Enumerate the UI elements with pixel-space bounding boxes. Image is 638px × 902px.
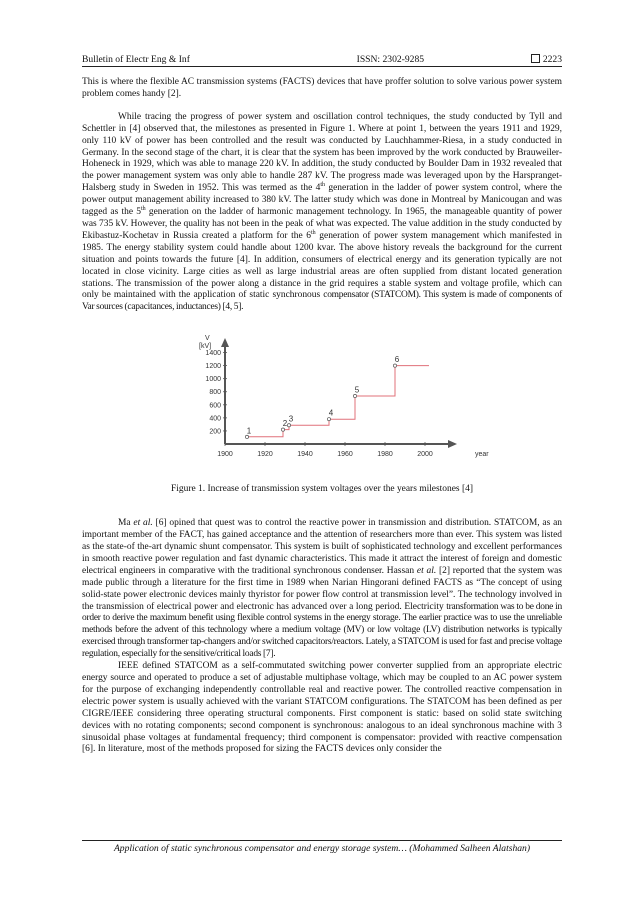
p2-text-c: generation on the ladder of harmonic management technology. In 1965, the manageable quantity of power was 735 kV. However, the quality has not been in the peak of what was expected. The value addition in the study conducted by Ekibastuz-Kochetav in Russia created a platform for the 6 [82, 207, 562, 241]
p2-text-e: compensator (STATCOM). This system is made of components of Var sources (capacitances, inductances) [4, 5]. [82, 290, 562, 313]
p3-author: Ma [118, 518, 131, 529]
voltage-step-line [247, 366, 429, 437]
y-axis-label-unit-v: V [205, 335, 210, 343]
figure-1 [82, 332, 562, 470]
x-tick-label: 1960 [337, 451, 353, 459]
page-number: 2223 [542, 54, 562, 65]
milestone-label: 6 [394, 355, 400, 365]
y-tick-label: 800 [209, 389, 221, 397]
x-axis-arrow-icon [448, 440, 457, 448]
milestone-point [245, 435, 248, 438]
y-tick-label: 1200 [205, 363, 221, 371]
issn: ISSN: 2302-9285 [356, 54, 425, 65]
paragraph-2 [82, 112, 562, 314]
milestone-point [281, 428, 284, 431]
p4-text: The controlled reactive compensation in electric power system is usually achieved with the variant STATCOM configurations. The STATCOM has been defined as per CIGRE/IEEE considering three operating structural components. First component is static: based on solid state switching devices with no rotating components; second component is synchronous: analogous to an ideal synchronous machine with 3 sinusoidal phase voltages at fundamental frequency; third component is compensator: provided with reactive compensation [6]. In literature, most of the methods proposed for sizing the FACTS devices only consider the [82, 684, 562, 755]
page [82, 54, 562, 756]
p3-etal: et al. [133, 518, 153, 529]
milestone-point [287, 424, 290, 427]
milestone-label: 4 [328, 408, 334, 418]
y-tick-label: 600 [209, 402, 221, 410]
square-bullet-icon [531, 54, 540, 63]
x-axis-label: year [475, 451, 489, 459]
p2-sup-2: th [140, 205, 146, 212]
y-tick-label: 1000 [205, 376, 221, 384]
milestone-point [327, 418, 330, 421]
milestone-point [393, 364, 396, 367]
x-tick-label: 1900 [217, 451, 233, 459]
p2-text-d: generation of power system management which manifested in 1985. The energy stability system could handle about 1200 kvar. The above history reveals the background for the current situation and points towards the future [4]. In addition, consumers of electrical energy and its generation typically are not located in close vicinity. Large cities as well as large industrial areas are often supplied from distant located generation stations. The transmission of the power along a distance in the grid requires a stable system and voltage profile, which can only be maintained with the application of static synchronous [82, 230, 562, 301]
milestone-point [353, 395, 356, 398]
y-axis-label-unit-kv: [kV] [199, 343, 212, 351]
x-tick-label: 1980 [377, 451, 393, 459]
paragraph-1: This is where the flexible AC transmission systems (FACTS) devices that have proffer solution to solve various power system problem comes handy [2]. [82, 77, 562, 99]
paragraph-3 [82, 518, 562, 661]
x-tick-label: 2000 [417, 451, 433, 459]
milestone-label: 5 [354, 385, 360, 395]
p3-etal-2: et al. [416, 565, 437, 576]
p3-text-d: especially for the sensitive/critical loads [7]. [121, 649, 276, 660]
voltage-milestone-chart [82, 332, 562, 470]
running-footer: Application of static synchronous compensator and energy storage system… (Mohammed Salheen Alatshan) [82, 840, 562, 854]
x-tick-label: 1920 [257, 451, 273, 459]
p3-text-a: [6] opined that quest was to control the reactive power in transmission and distribution. STATCOM, as an important member of the FACT, has gained acceptance and the attention of researchers more than ever. This system was listed as the state-of the-art dynamic shunt compensator. This system is built of sophisticated technology and excellent performances in smooth reactive power regulation and fast dynamic characteristics. This made it attract the interest of foreign and domestic electrical engineers in comparative with the traditional synchronous condenser. Hassan [82, 518, 562, 576]
paragraph-4 [82, 661, 562, 756]
running-header [82, 54, 562, 67]
page-number-wrap [531, 54, 562, 65]
journal-name: Bulletin of Electr Eng & Inf [82, 54, 190, 65]
p4-lead: IEEE defined STATCOM as a self-commutated switching power converter supplied from an appropriate electric energy source and operated to produce a set of adjustable multiphase voltage, which may be coupled to an AC power system for the purpose of exchanging independently controllable real and reactive power. [82, 661, 562, 695]
p3-text-b: [2] reported that the system was made public through a literature for the first time in 1989 when Narian Hingorani defined FACTS as “The concept of using solid-state power electronic devices mainly thyristor for power flow control at transmission level”. The technology involved in the transmission of electrical power and electronic has advanced over a long period. Electricity [82, 565, 562, 612]
y-tick-label: 400 [209, 415, 221, 423]
x-tick-label: 1940 [297, 451, 313, 459]
p3-text-c: transformation was to be done in order to derive the maximum benefit using flexible control systems in the energy storage. The earlier practice was to use the unreliable methods before the advent of this technology where a medium voltage (MV) or low voltage (LV) distribution networks is typically exercised through transformer tap-changers and/or switched capacitors/reactors. Lately, a STATCOM is used for fast and precise voltage regulation, [82, 601, 562, 660]
p2-sup-1: th [320, 182, 326, 189]
y-tick-label: 1400 [205, 350, 221, 358]
y-tick-label: 200 [209, 428, 221, 436]
p2-text-a: While tracing the progress of power system and oscillation control techniques, the study conducted by Tyll and Schettler in [4] observed that, the milestones as presented in Figure 1. Where at point 1, between the years 1911 and 1929, only 110 kV of power has been controlled and the result was conducted by Lauchhammer-Riesa, in a study conducted in Germany. In the second stage of the chart, it is clear that the system has been improved by the work conducted by Brauweiler-Hoheneck in 1929, which was able to manage 220 kV. In addition, the study conducted by Boulder Dam in 1932 revealed that the power management system was only able to handle 287 kV. The progress made was leveraged upon by the Harspranget-Halsberg study in Sweden in 1952. This was termed as the 4 [82, 111, 562, 194]
figure-caption: Figure 1. Increase of transmission system voltages over the years milestones [4] [171, 484, 473, 495]
milestone-label: 1 [246, 426, 252, 436]
p2-text-b: generation in the ladder of power system control, where the power output management ability increased to 380 kV. The latter study which was done in Montreal by Manicougan and was tagged as the 5 [82, 183, 562, 218]
p2-sup-3: th [311, 229, 316, 236]
milestone-label: 3 [288, 414, 294, 424]
milestone-label: 2 [282, 419, 288, 429]
y-axis-arrow-icon [221, 338, 229, 347]
